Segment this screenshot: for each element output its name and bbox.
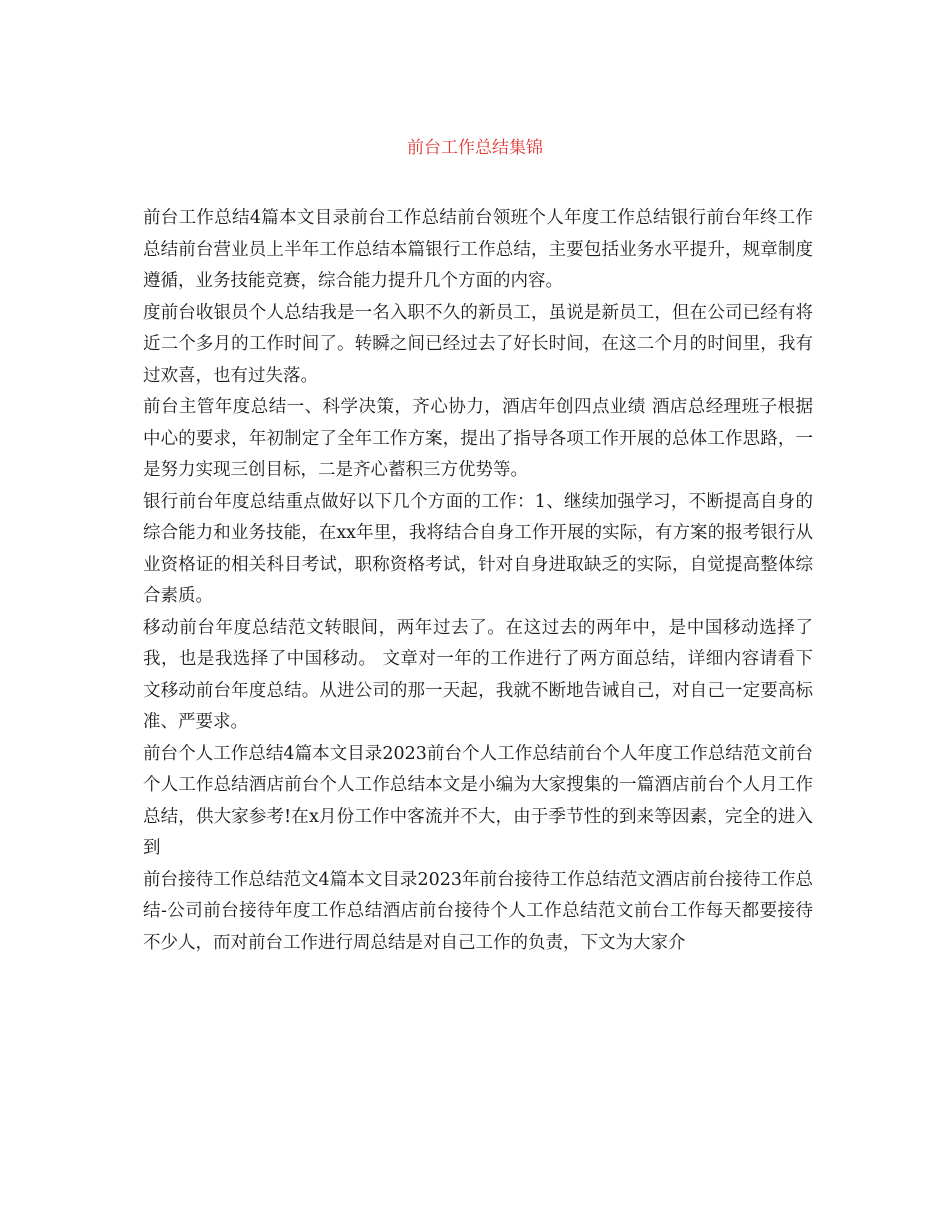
paragraph-6: 前台个人工作总结4篇本文目录2023前台个人工作总结前台个人年度工作总结范文前台个人工作总结酒店前台个人工作总结本文是小编为大家搜集的一篇酒店前台个人月工作总结，供大家参考!在x月份工作中客流并不大，由于季节性的到来等因素，完全的进入到 <box>143 743 813 858</box>
paragraph-5: 移动前台年度总结范文转眼间，两年过去了。在这过去的两年中，是中国移动选择了我，也是我选择了中国移动。 文章对一年的工作进行了两方面总结，详细内容请看下文移动前台年度总结。从进公司的那一天起，我就不断地告诫自己，对自己一定要高标准、严要求。 <box>143 617 813 732</box>
paragraph-1: 前台工作总结4篇本文目录前台工作总结前台领班个人年度工作总结银行前台年终工作总结前台营业员上半年工作总结本篇银行工作总结，主要包括业务水平提升，规章制度遵循，业务技能竞赛，综合能力提升几个方面的内容。 <box>143 208 813 291</box>
document-body <box>143 203 813 959</box>
document-title: 前台工作总结集锦 <box>407 138 543 158</box>
paragraph-7: 前台接待工作总结范文4篇本文目录2023年前台接待工作总结范文酒店前台接待工作总结-公司前台接待年度工作总结酒店前台接待个人工作总结范文前台工作每天都要接待不少人，而对前台工作进行周总结是对自己工作的负责，下文为大家介 <box>143 869 813 953</box>
paragraph-3: 前台主管年度总结一、科学决策，齐心协力，酒店年创四点业绩 酒店总经理班子根据中心的要求，年初制定了全年工作方案，提出了指导各项工作开展的总体工作思路，一是努力实现三创目标，二是齐心蓄积三方优势等。 <box>143 397 813 480</box>
paragraph-4: 银行前台年度总结重点做好以下几个方面的工作：1、继续加强学习，不断提高自身的综合能力和业务技能，在xx年里，我将结合自身工作开展的实际，有方案的报考银行从业资格证的相关科目考试，职称资格考试，针对自身进取缺乏的实际，自觉提高整体综合素质。 <box>143 491 813 606</box>
paragraph-2: 度前台收银员个人总结我是一名入职不久的新员工，虽说是新员工，但在公司已经有将近二个多月的工作时间了。转瞬之间已经过去了好长时间，在这二个月的时间里，我有过欢喜，也有过失落。 <box>143 302 813 386</box>
